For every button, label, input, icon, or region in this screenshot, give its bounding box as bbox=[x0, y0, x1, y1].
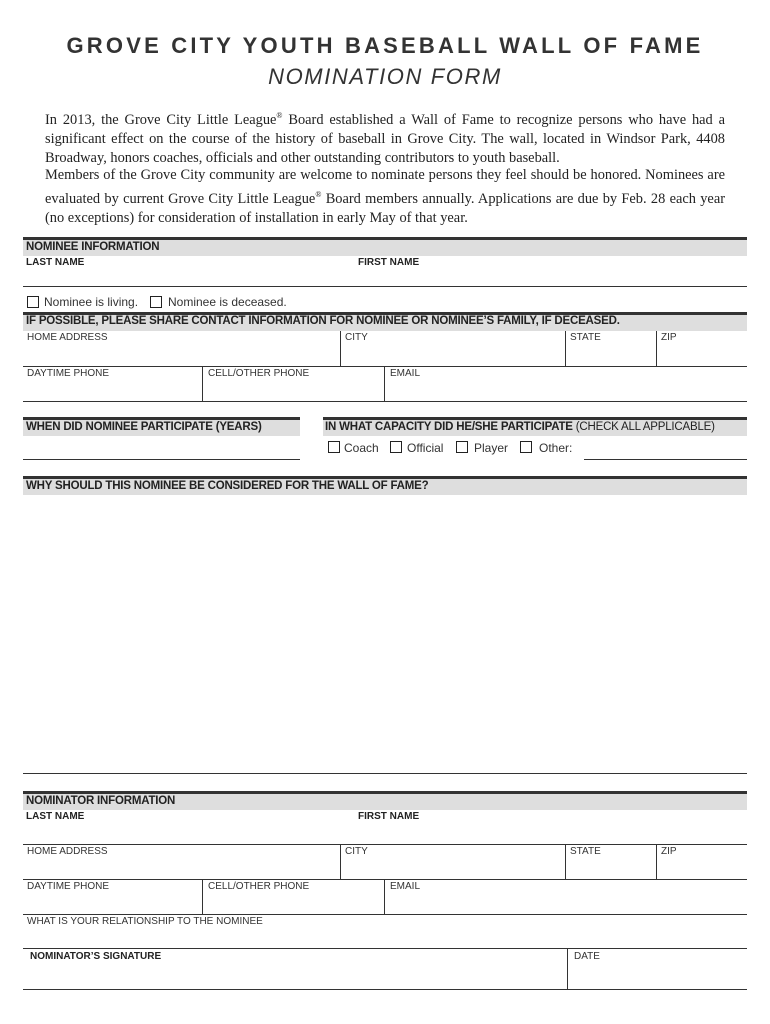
nominee-last-name-field[interactable] bbox=[23, 256, 353, 286]
nominee-state-field[interactable] bbox=[566, 331, 655, 366]
signature-label: NOMINATOR’S SIGNATURE bbox=[30, 951, 162, 962]
field-line bbox=[23, 773, 747, 774]
nominee-state-label: STATE bbox=[570, 332, 601, 343]
nominee-first-name-label: FIRST NAME bbox=[358, 257, 420, 268]
nominee-daytime-phone-label: DAYTIME PHONE bbox=[27, 368, 110, 379]
intro-paragraph-2 bbox=[45, 166, 725, 228]
intro-paragraph-1 bbox=[45, 106, 725, 168]
intro-p1-part-b: Board established a Wall of Fame to recognize persons who have had a significant effect on the course of the history of baseball in Grove City. The wall, located in Windsor Park, 4408 Broadway, honors coaches, officials and other outstanding contributors to youth baseball. bbox=[45, 111, 725, 166]
other-label: Other: bbox=[539, 441, 573, 455]
nominator-first-name-field[interactable] bbox=[355, 810, 747, 844]
nominator-last-name-label: LAST NAME bbox=[26, 811, 85, 822]
nominator-zip-field[interactable] bbox=[657, 845, 747, 879]
field-line bbox=[23, 286, 747, 287]
other-capacity-field[interactable] bbox=[584, 440, 747, 459]
field-line bbox=[23, 401, 747, 402]
intro-p2-part-a: Members of the Grove City community are welcome to nominate persons they feel should be honored. Nominees are evaluated by current Grove City Little League bbox=[45, 167, 725, 207]
relationship-field[interactable] bbox=[23, 915, 747, 948]
intro-p1-part-a: In 2013, the Grove City Little League bbox=[45, 111, 277, 128]
player-checkbox[interactable] bbox=[456, 441, 468, 453]
nominator-email-label: EMAIL bbox=[390, 881, 421, 892]
nominator-zip-label: ZIP bbox=[661, 846, 677, 857]
nominee-living-label: Nominee is living. bbox=[44, 295, 139, 309]
nominator-city-field[interactable] bbox=[341, 845, 564, 879]
nominator-daytime-phone-label: DAYTIME PHONE bbox=[27, 881, 110, 892]
capacity-title: IN WHAT CAPACITY DID HE/SHE PARTICIPATE bbox=[325, 421, 573, 433]
nominator-email-field[interactable] bbox=[385, 880, 747, 914]
nominator-section-title: NOMINATOR INFORMATION bbox=[26, 795, 176, 807]
nominator-last-name-field[interactable] bbox=[23, 810, 353, 844]
contact-section-title: IF POSSIBLE, PLEASE SHARE CONTACT INFORMATION FOR NOMINEE OR NOMINEE’S FAMILY, IF DECEASED. bbox=[26, 315, 620, 327]
nominee-city-field[interactable] bbox=[341, 331, 564, 366]
intro-p2-part-b: Board members annually. Applications are due by Feb. 28 each year (no exceptions) for consideration of installation in early May of that year. bbox=[45, 190, 725, 226]
nominator-city-label: CITY bbox=[345, 846, 368, 857]
capacity-section-title bbox=[325, 421, 715, 433]
other-checkbox[interactable] bbox=[520, 441, 532, 453]
nominator-state-field[interactable] bbox=[566, 845, 655, 879]
official-label: Official bbox=[407, 441, 444, 455]
field-line bbox=[23, 989, 747, 990]
nominee-zip-field[interactable] bbox=[657, 331, 747, 366]
form-subtitle: NOMINATION FORM bbox=[268, 64, 502, 89]
why-nominee-textarea[interactable] bbox=[23, 496, 747, 773]
nominee-last-name-label: LAST NAME bbox=[26, 257, 85, 268]
nominee-home-address-field[interactable] bbox=[23, 331, 339, 366]
nominee-living-checkbox[interactable] bbox=[27, 296, 39, 308]
nominee-email-label: EMAIL bbox=[390, 368, 421, 379]
nominator-daytime-phone-field[interactable] bbox=[23, 880, 201, 914]
form-title: GROVE CITY YOUTH BASEBALL WALL OF FAME bbox=[66, 33, 704, 58]
nominee-email-field[interactable] bbox=[385, 367, 747, 401]
nominee-cell-phone-field[interactable] bbox=[203, 367, 383, 401]
nominee-zip-label: ZIP bbox=[661, 332, 677, 343]
nominee-daytime-phone-field[interactable] bbox=[23, 367, 201, 401]
relationship-label: WHAT IS YOUR RELATIONSHIP TO THE NOMINEE bbox=[27, 916, 263, 927]
nominator-state-label: STATE bbox=[570, 846, 601, 857]
player-label: Player bbox=[474, 441, 509, 455]
nominee-cell-phone-label: CELL/OTHER PHONE bbox=[208, 368, 310, 379]
signature-field[interactable] bbox=[23, 949, 566, 989]
nominator-cell-phone-field[interactable] bbox=[203, 880, 383, 914]
date-field[interactable] bbox=[568, 949, 747, 989]
nominee-city-label: CITY bbox=[345, 332, 368, 343]
nominator-home-address-field[interactable] bbox=[23, 845, 339, 879]
capacity-note: (CHECK ALL APPLICABLE) bbox=[572, 421, 715, 433]
nominator-home-address-label: HOME ADDRESS bbox=[27, 846, 108, 857]
years-section-title: WHEN DID NOMINEE PARTICIPATE (YEARS) bbox=[26, 421, 262, 433]
nominee-home-address-label: HOME ADDRESS bbox=[27, 332, 108, 343]
why-section-title: WHY SHOULD THIS NOMINEE BE CONSIDERED FOR THE WALL OF FAME? bbox=[26, 480, 429, 492]
field-line bbox=[23, 459, 300, 460]
nominee-deceased-checkbox[interactable] bbox=[150, 296, 162, 308]
coach-checkbox[interactable] bbox=[328, 441, 340, 453]
date-label: DATE bbox=[574, 951, 600, 962]
participation-years-field[interactable] bbox=[23, 437, 300, 459]
field-line bbox=[584, 459, 747, 460]
nominee-section-title: NOMINEE INFORMATION bbox=[26, 241, 160, 253]
official-checkbox[interactable] bbox=[390, 441, 402, 453]
coach-label: Coach bbox=[344, 441, 379, 455]
nominator-first-name-label: FIRST NAME bbox=[358, 811, 420, 822]
registered-mark: ® bbox=[276, 111, 283, 120]
nominee-deceased-label: Nominee is deceased. bbox=[168, 295, 287, 309]
nominee-first-name-field[interactable] bbox=[355, 256, 747, 286]
nominator-cell-phone-label: CELL/OTHER PHONE bbox=[208, 881, 310, 892]
registered-mark: ® bbox=[315, 190, 322, 199]
